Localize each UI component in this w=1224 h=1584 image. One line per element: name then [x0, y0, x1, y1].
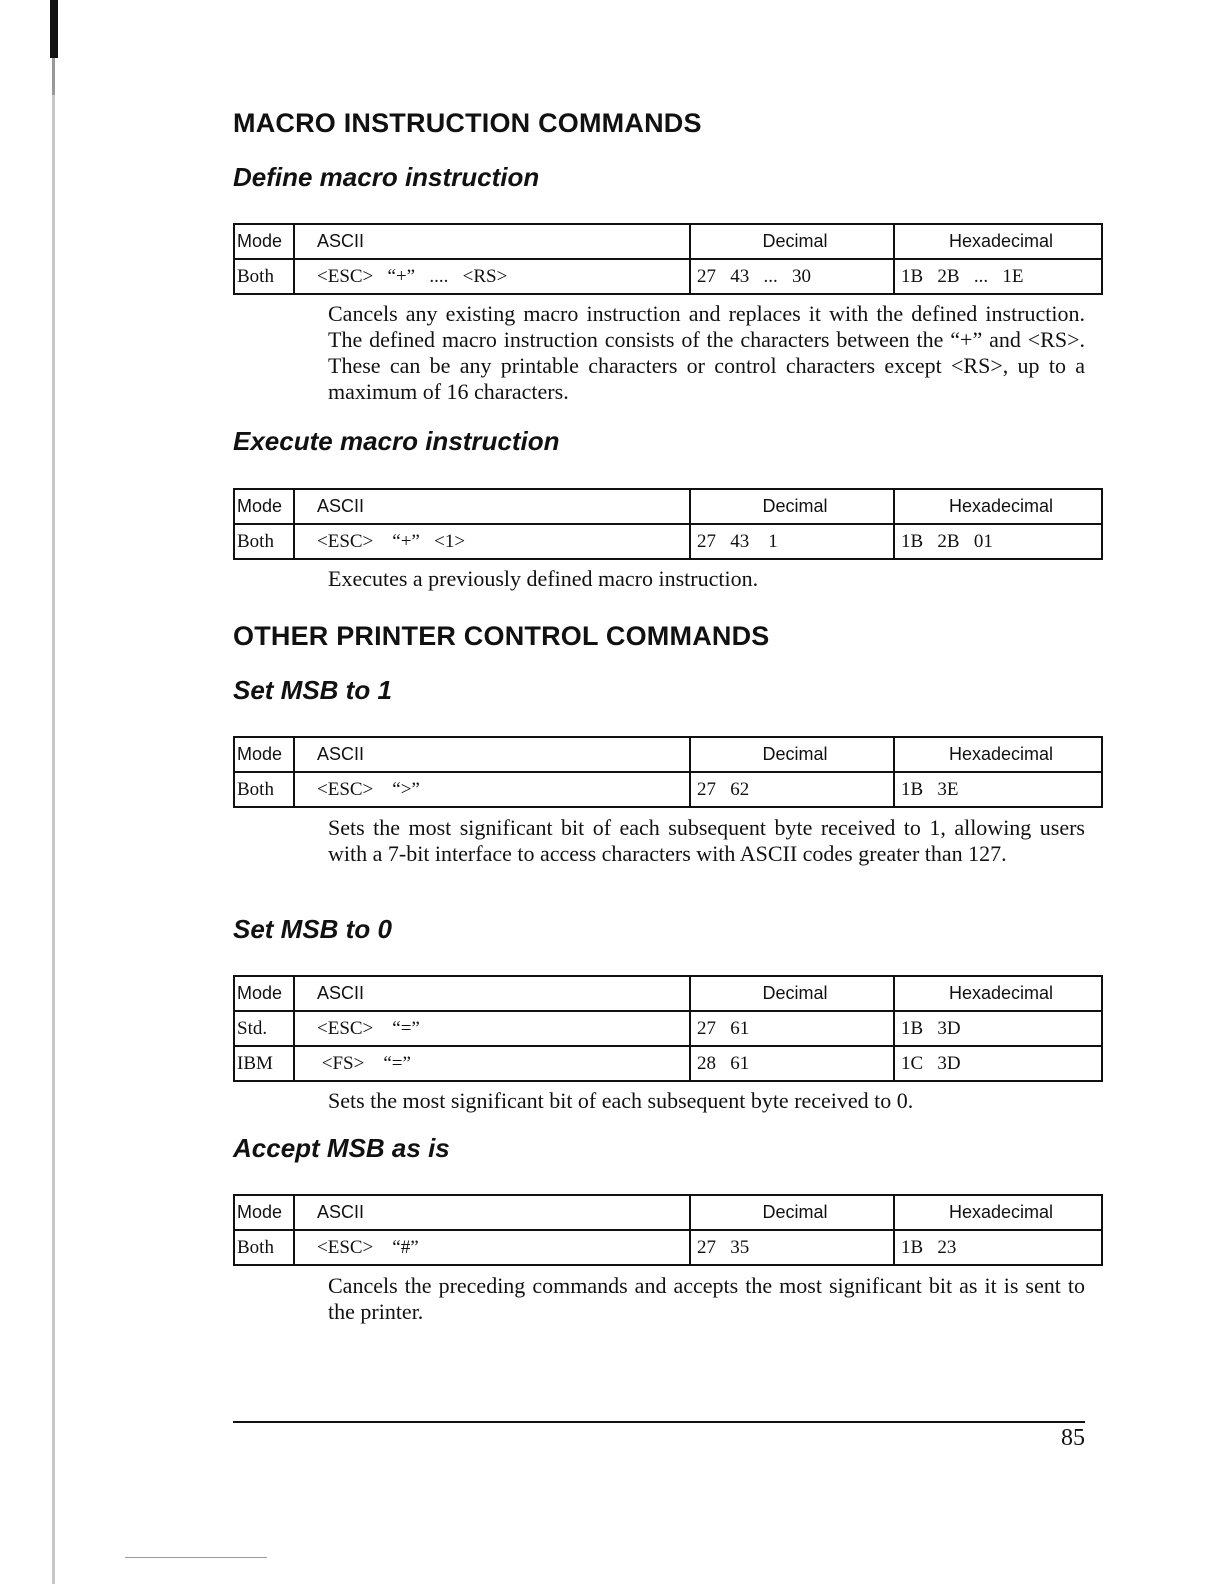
header-hex: Hexadecimal	[894, 1195, 1102, 1230]
header-hex: Hexadecimal	[894, 737, 1102, 772]
table-row	[234, 1046, 1102, 1081]
cell-hex: 1B 2B 01	[894, 524, 1102, 559]
bottom-underline	[125, 1557, 267, 1558]
section-heading-macro: MACRO INSTRUCTION COMMANDS	[233, 108, 702, 138]
cell-mode: Both	[234, 1230, 294, 1265]
header-decimal: Decimal	[690, 1195, 894, 1230]
cell-hex: 1C 3D	[894, 1046, 1102, 1081]
command-table-execute-macro	[233, 488, 1103, 560]
page-spine-mark	[50, 0, 58, 58]
cell-hex: 1B 2B ... 1E	[894, 259, 1102, 294]
header-mode: Mode	[234, 489, 294, 524]
cell-decimal: 28 61	[690, 1046, 894, 1081]
cell-hex: 1B 3D	[894, 1011, 1102, 1046]
header-mode: Mode	[234, 224, 294, 259]
cell-ascii: <ESC> “>”	[294, 772, 690, 807]
subheading-msb-1: Set MSB to 1	[233, 675, 392, 705]
cell-hex: 1B 23	[894, 1230, 1102, 1265]
cell-ascii: <FS> “=”	[294, 1046, 690, 1081]
header-ascii: ASCII	[294, 224, 690, 259]
subheading-msb-as-is: Accept MSB as is	[233, 1133, 450, 1163]
cell-hex: 1B 3E	[894, 772, 1102, 807]
cell-decimal: 27 61	[690, 1011, 894, 1046]
cell-decimal: 27 43 1	[690, 524, 894, 559]
command-table-msb-0	[233, 975, 1103, 1082]
table-header-row	[234, 224, 1102, 259]
header-mode: Mode	[234, 976, 294, 1011]
header-decimal: Decimal	[690, 976, 894, 1011]
page-spine-shadow	[52, 0, 55, 1584]
header-decimal: Decimal	[690, 737, 894, 772]
description-msb-as-is: Cancels the preceding commands and accepts the most significant bit as it is sent to the printer.	[328, 1273, 1085, 1324]
table-header-row	[234, 489, 1102, 524]
cell-mode: Std.	[234, 1011, 294, 1046]
cell-mode: Both	[234, 772, 294, 807]
header-hex: Hexadecimal	[894, 976, 1102, 1011]
header-ascii: ASCII	[294, 737, 690, 772]
table-header-row	[234, 1195, 1102, 1230]
table-header-row	[234, 737, 1102, 772]
cell-ascii: <ESC> “#”	[294, 1230, 690, 1265]
table-row	[234, 1011, 1102, 1046]
header-decimal: Decimal	[690, 489, 894, 524]
cell-ascii: <ESC> “=”	[294, 1011, 690, 1046]
description-msb-0: Sets the most significant bit of each subsequent byte received to 0.	[328, 1088, 914, 1113]
header-mode: Mode	[234, 737, 294, 772]
cell-ascii: <ESC> “+” .... <RS>	[294, 259, 690, 294]
cell-decimal: 27 43 ... 30	[690, 259, 894, 294]
header-mode: Mode	[234, 1195, 294, 1230]
description-msb-1: Sets the most significant bit of each subsequent byte received to 1, allowing users with a 7-bit interface to access characters with ASCII codes greater than 127.	[328, 815, 1085, 866]
table-row	[234, 524, 1102, 559]
command-table-define-macro	[233, 223, 1103, 295]
subheading-msb-0: Set MSB to 0	[233, 914, 392, 944]
subheading-execute-macro: Execute macro instruction	[233, 426, 560, 456]
cell-mode: IBM	[234, 1046, 294, 1081]
table-header-row	[234, 976, 1102, 1011]
table-row	[234, 259, 1102, 294]
cell-ascii: <ESC> “+” <1>	[294, 524, 690, 559]
header-ascii: ASCII	[294, 1195, 690, 1230]
description-define-macro: Cancels any existing macro instruction and replaces it with the defined instruction. The defined macro instruction consists of the characters between the “+” and <RS>. These can be any printable characters or control characters except <RS>, up to a maximum of 16 characters.	[328, 301, 1085, 404]
cell-mode: Both	[234, 259, 294, 294]
section-heading-other: OTHER PRINTER CONTROL COMMANDS	[233, 621, 770, 651]
cell-mode: Both	[234, 524, 294, 559]
page-number: 85	[1061, 1425, 1085, 1451]
command-table-msb-as-is	[233, 1194, 1103, 1266]
table-row	[234, 1230, 1102, 1265]
footer-rule	[233, 1421, 1085, 1423]
header-hex: Hexadecimal	[894, 224, 1102, 259]
subheading-define-macro: Define macro instruction	[233, 162, 540, 192]
description-execute-macro: Executes a previously defined macro instruction.	[328, 566, 759, 591]
cell-decimal: 27 62	[690, 772, 894, 807]
cell-decimal: 27 35	[690, 1230, 894, 1265]
header-hex: Hexadecimal	[894, 489, 1102, 524]
header-decimal: Decimal	[690, 224, 894, 259]
header-ascii: ASCII	[294, 976, 690, 1011]
header-ascii: ASCII	[294, 489, 690, 524]
command-table-msb-1	[233, 736, 1103, 808]
table-row	[234, 772, 1102, 807]
